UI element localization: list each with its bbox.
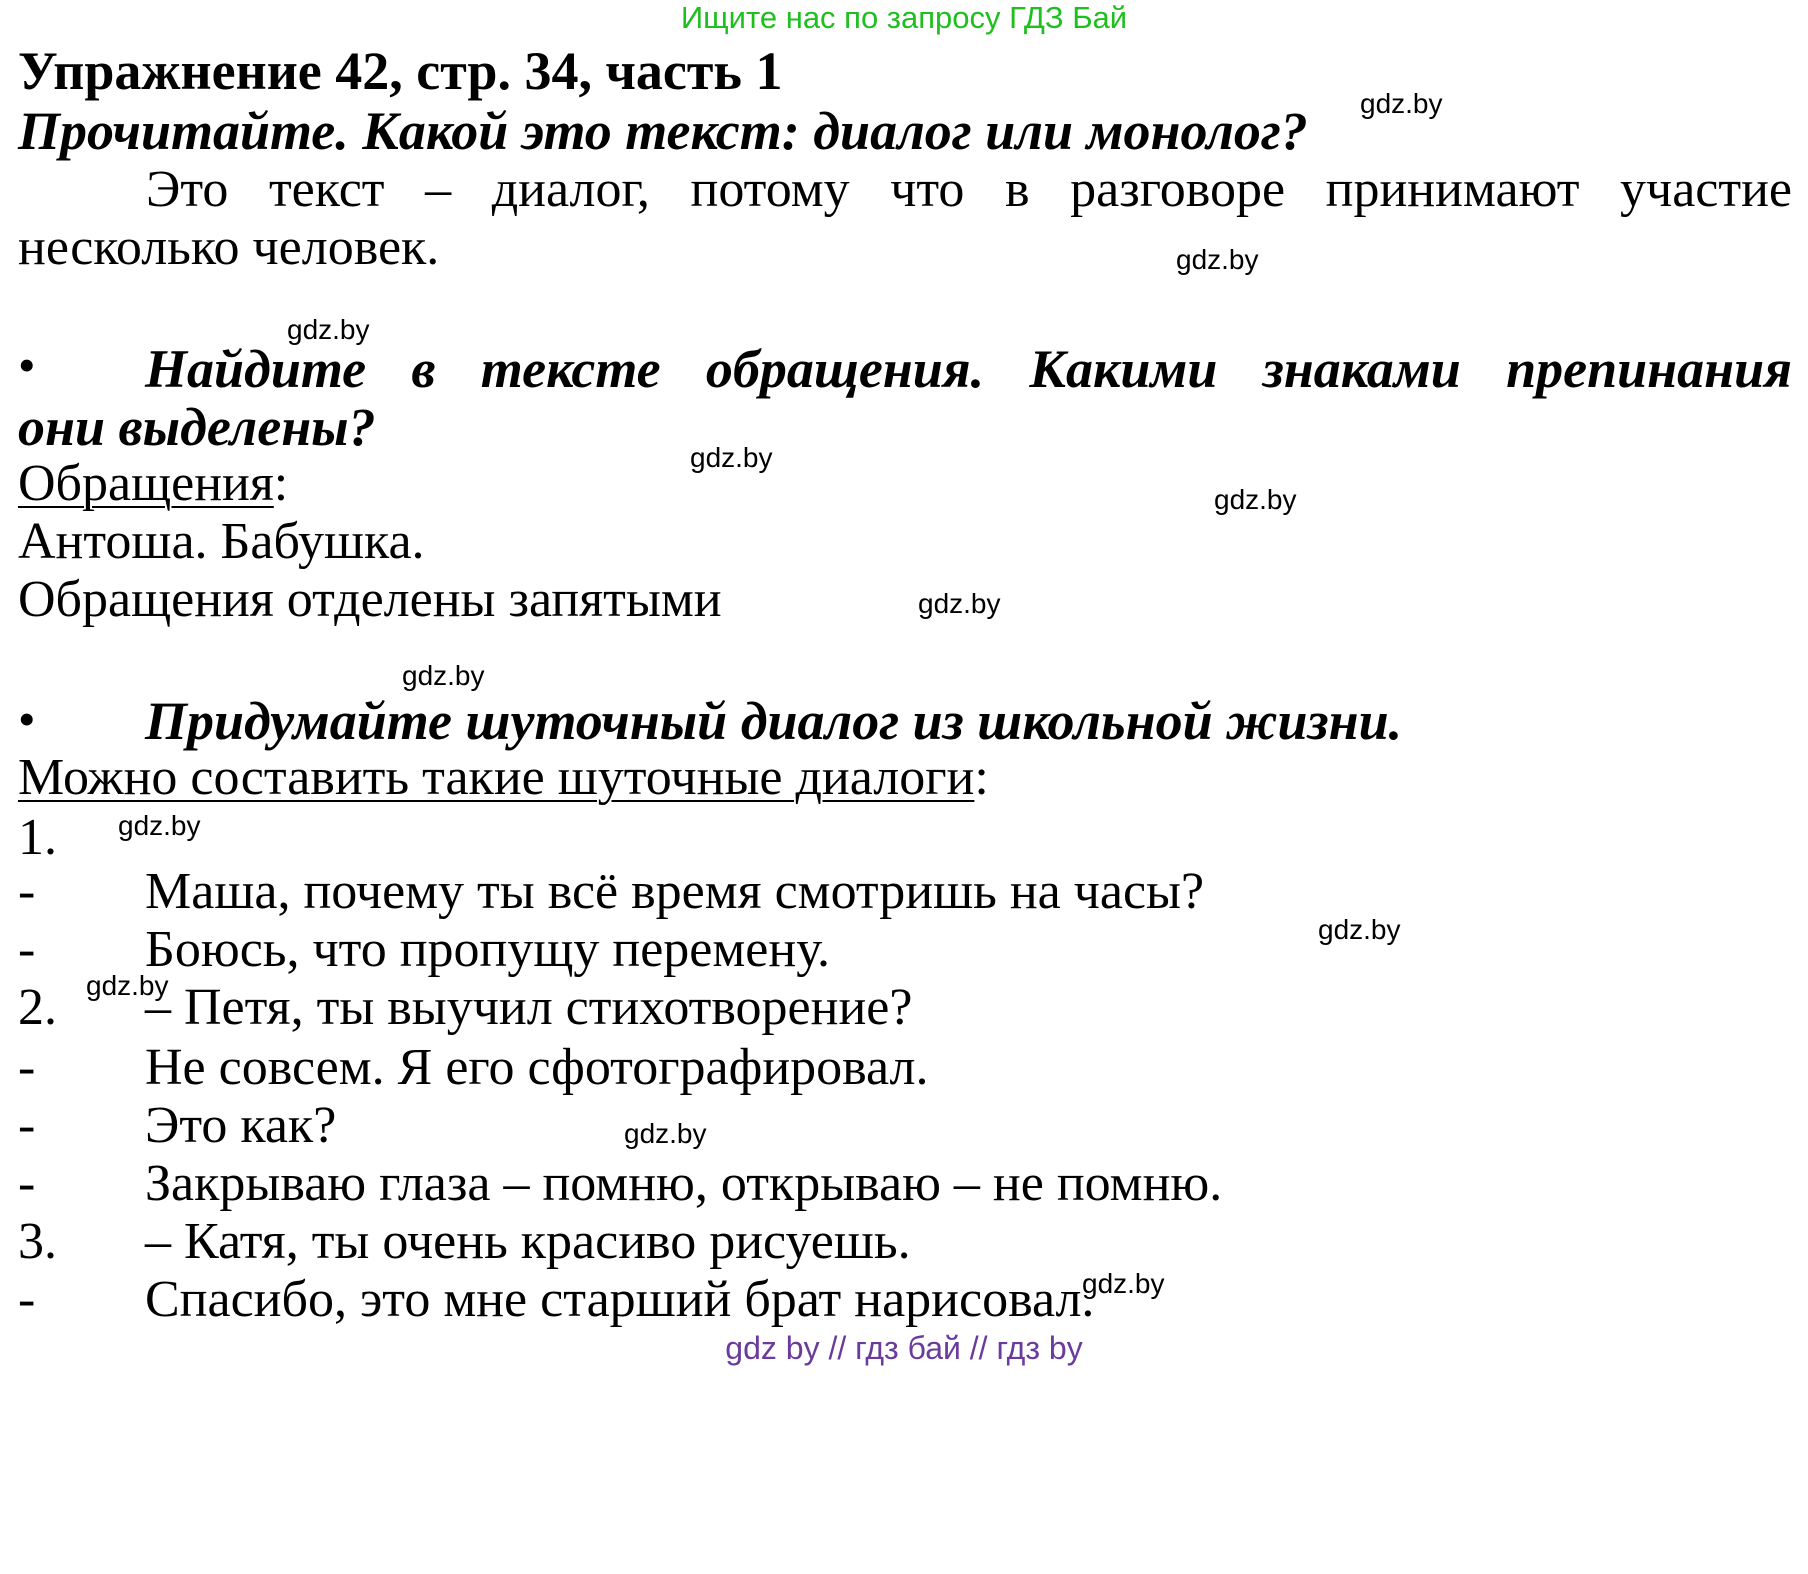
top-banner: Ищите нас по запросу ГДЗ Бай: [680, 0, 1128, 35]
dialog-text: Спасибо, это мне старший брат нарисовал.: [145, 1271, 1095, 1328]
watermark: gdz.by: [1214, 484, 1297, 515]
dialog-text: Это как?: [145, 1097, 337, 1154]
addresses-note: Обращения отделены запятыми: [18, 571, 722, 628]
dialog-line: [18, 1038, 929, 1097]
dialog-line: [18, 1212, 911, 1271]
dialog-marker: 2.: [18, 979, 57, 1036]
bullet-3: •: [18, 691, 36, 747]
bullet-2: •: [18, 337, 36, 393]
dialog-line: [18, 920, 830, 979]
answer-1-line-2: несколько человек.: [18, 219, 440, 276]
dialog-marker: -: [18, 1271, 36, 1328]
dialog-marker: -: [18, 1155, 36, 1212]
addresses-label-line: Обращения:: [18, 455, 289, 512]
watermark: gdz.by: [918, 588, 1001, 619]
task-2-line-2: они выделены?: [18, 397, 376, 457]
addresses-list: Антоша. Бабушка.: [18, 513, 425, 570]
dialog-marker: 1.: [18, 809, 57, 866]
watermark: gdz.by: [1082, 1268, 1165, 1299]
dialog-marker: 3.: [18, 1213, 57, 1270]
dialog-line: [18, 1096, 337, 1155]
dialogs-label: Можно составить такие шуточные диалоги: [18, 749, 975, 806]
watermark: gdz.by: [118, 810, 201, 841]
task-1-heading: Прочитайте. Какой это текст: диалог или монолог?: [18, 101, 1308, 161]
watermark: gdz.by: [690, 442, 773, 473]
watermark: gdz.by: [1176, 244, 1259, 275]
dialog-text: Не совсем. Я его сфотографировал.: [145, 1039, 929, 1096]
dialog-line: [18, 862, 1205, 921]
task-2-line-1: Найдите в тексте обращения. Какими знаками препинания: [145, 339, 1792, 399]
watermark: gdz.by: [1318, 914, 1401, 945]
dialog-text: Боюсь, что пропущу перемену.: [145, 921, 830, 978]
dialog-text: Маша, почему ты всё время смотришь на часы?: [145, 863, 1205, 920]
watermark: gdz.by: [624, 1118, 707, 1149]
exercise-title: Упражнение 42, стр. 34, часть 1: [18, 41, 783, 101]
dialog-marker: -: [18, 1039, 36, 1096]
dialog-marker: -: [18, 921, 36, 978]
dialog-text: Закрываю глаза – помню, открываю – не помню.: [145, 1155, 1223, 1212]
dialog-line: [18, 808, 57, 867]
addresses-label: Обращения: [18, 455, 274, 512]
dialog-text: – Катя, ты очень красиво рисуешь.: [145, 1213, 911, 1270]
answer-1-line-1: Это текст – диалог, потому что в разговоре принимают участие: [146, 161, 1792, 218]
dialog-line: [18, 1154, 1223, 1213]
dialog-text: – Петя, ты выучил стихотворение?: [145, 979, 913, 1036]
dialog-line: [18, 1270, 1095, 1329]
dialogs-label-line: Можно составить такие шуточные диалоги:: [18, 749, 989, 806]
watermark: gdz.by: [86, 970, 169, 1001]
watermark: gdz.by: [402, 660, 485, 691]
dialog-marker: -: [18, 1097, 36, 1154]
dialog-marker: -: [18, 863, 36, 920]
task-3-heading: Придумайте шуточный диалог из школьной жизни.: [145, 691, 1403, 751]
footer-links: gdz by // гдз бай // гдз by: [725, 1330, 1083, 1366]
watermark: gdz.by: [1360, 88, 1443, 119]
watermark: gdz.by: [287, 314, 370, 345]
